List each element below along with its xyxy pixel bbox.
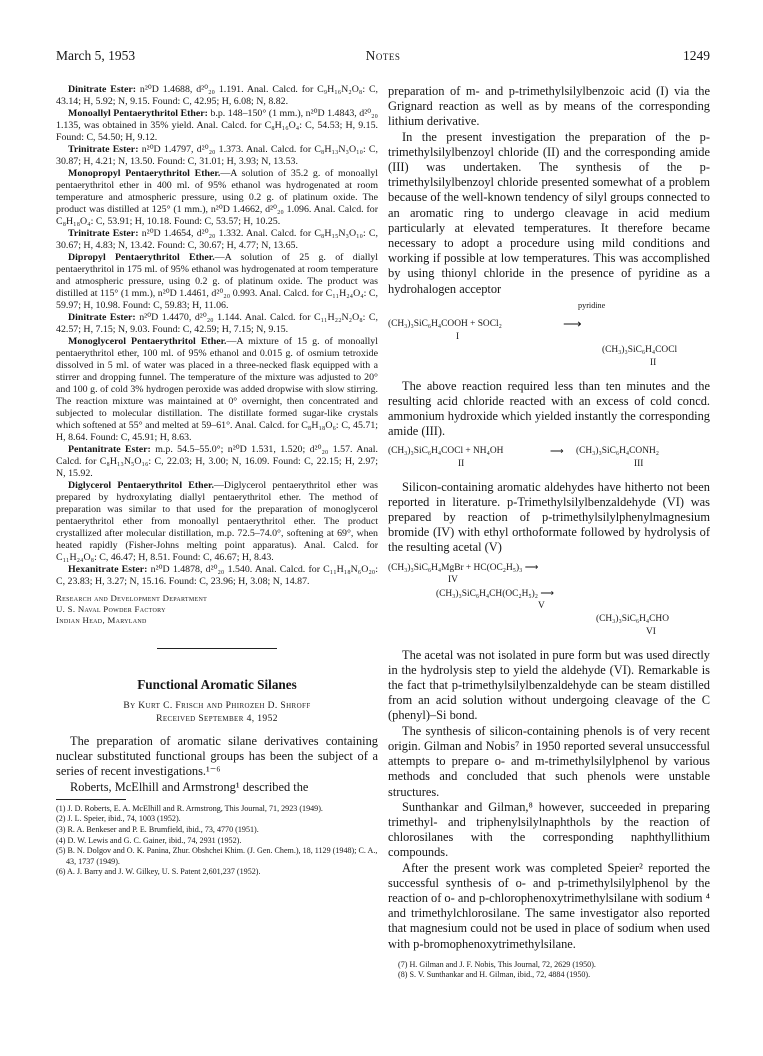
body-paragraph: The acetal was not isolated in pure form but was used directly in the hydrolysis step to yield the aldehyde (VI). Remarkable is the fact that p-trimethylsilylbenzaldehyde can be steam distilled from an acid solution without undergoing cleavage of the C (phenyl)–Si bond. (388, 647, 710, 723)
footnote: (1) J. D. Roberts, E. A. McElhill and R. Armstrong, This Journal, 71, 2923 (1949). (56, 803, 323, 813)
footnote: (4) D. W. Lewis and G. C. Gainer, ibid., 74, 2931 (1952). (56, 835, 242, 845)
compound-label: II (458, 458, 465, 469)
eq-step-2: (CH₃)₃SiC₆H₄CH(OC₂H₅)₂ ⟶ (436, 588, 554, 599)
compound-label: I (456, 331, 460, 342)
eq-product: (CH₃)₃SiC₆H₄COCl (602, 344, 678, 355)
compound-label: V (538, 600, 545, 611)
compound-label: II (650, 357, 657, 368)
body-paragraph: The synthesis of silicon-containing phenols is of very recent origin. Gilman and Nobis⁷ in 1950 reported several unsuccessful attempts to prepare o- and m-trimethylsilylphenol by various methods and concluded that such phenols were unstable structures. (388, 723, 710, 799)
section-divider (157, 648, 277, 649)
prep-paragraph: Diglycerol Pentaerythritol Ether.—Diglycerol pentaerythritol ether was prepared by hydroxylating diallyl pentaerythritol ether. The method of preparation was similar to that used for the preparation of monoglycerol pentaerythritol ether from monoallyl pentaerythritol ether. The product crystallized after molecular distillation, m.p. 72.5–74.0°, softening at 69°, when heated rapidly (Fisher-Johns melting point apparatus). Anal. Calcd. for C₁₁H₂₄O₈: C, 46.47; H, 8.51. Found: C, 46.67; H, 8.43. (56, 480, 378, 563)
equation-aldehyde (388, 562, 710, 640)
eq-product: (CH₃)₃SiC₆H₄CONH₂ (576, 445, 660, 456)
footnote: (2) J. L. Speier, ibid., 74, 1003 (1952). (56, 814, 181, 824)
article-body-right (388, 648, 710, 952)
eq-step-1: (CH₃)₃SiC₆H₄MgBr + HC(OC₂H₅)₃ ⟶ (388, 562, 539, 573)
prep-paragraph: Hexanitrate Ester: n²⁰D 1.4878, d²⁰₂₀ 1.540. Anal. Calcd. for C₁₁H₁₈N₆O₂₀: C, 23.83; H, 3.27; N, 15.16. Found: C, 23.96; H, 3.08; N, 14.87. (56, 564, 378, 587)
equation-amide (388, 446, 710, 472)
article-authors: By Kurt C. Frisch and Phirozeh D. Shroff (123, 701, 311, 711)
footnotes-right (388, 960, 710, 981)
reaction-arrow-icon: ⟶ (550, 446, 564, 457)
footnote: (6) A. J. Barry and J. W. Gilkey, U. S. Patent 2,601,237 (1952). (56, 867, 261, 877)
article-title: Functional Aromatic Silanes (137, 677, 297, 692)
reaction-arrow-icon: ⟶ (563, 315, 582, 331)
page-header (56, 48, 710, 68)
compound-label: VI (646, 626, 656, 637)
footnote: (8) S. V. Sunthankar and H. Gilman, ibid., 72, 4884 (1950). (398, 970, 591, 980)
eq-reactants: (CH₃)₃SiC₆H₄COOH + SOCl₂ (388, 318, 502, 329)
body-paragraph: The above reaction required less than ten minutes and the resulting acid chloride reacted with an excess of cold concd. ammonium hydroxide which yielded instantly the corresponding amide (III). (388, 378, 710, 439)
prep-paragraph: Dinitrate Ester: n²⁰D 1.4470, d²⁰₂₀ 1.144. Anal. Calcd. for C₁₁H₂₂N₂O₈: C, 42.57; H, 7.15; N, 9.03. Found: C, 42.59; H, 7.15; N, 9.15. (56, 312, 378, 335)
compound-label: III (634, 458, 644, 469)
body-paragraph: After the present work was completed Speier² reported the successful synthesis of o- and p-trimethylsilylphenol by the reaction of o- and p-chlorophenoxytrimethylsilane with sodium ⁴ and trimethylchlorosilane. The same investigator also reported that magnesium could not be used in place of sodium when used with p-bromophenoxytrimethylsilane. (388, 860, 710, 951)
left-column (56, 84, 378, 878)
compound-label: IV (448, 574, 458, 585)
prep-paragraph: Dinitrate Ester: n²⁰D 1.4688, d²⁰₂₀ 1.191. Anal. Calcd. for C₉H₁₆N₂O₈: C, 43.14; H, 5.92; N, 9.15. Found: C, 42.95; H, 6.08; N, 8.82. (56, 84, 378, 107)
body-paragraph: Silicon-containing aromatic aldehydes have hitherto not been reported in literature. p-Trimethylsilylbenzaldehyde (VI) was prepared by reaction of p-trimethylsilylphenylmagnesium bromide (IV) with ethyl orthoformate followed by hydrolysis of the resulting acetal (V) (388, 479, 710, 555)
prep-paragraph: Monoallyl Pentaerythritol Ether: b.p. 148–150° (1 mm.), n²⁰D 1.4843, d²⁰₂₀ 1.135, was obtained in 35% yield. Anal. Calcd. for C₈H₁₆O₄: C, 54.53; H, 9.15. Found: C, 54.50; H, 9.12. (56, 108, 378, 143)
footnotes-left (56, 804, 378, 878)
prep-paragraph: Pentanitrate Ester: m.p. 54.5–55.0°; n²⁰D 1.531, 1.520; d²⁰₂₀ 1.57. Anal. Calcd. for C₈H₁₃N₅O₁₆: C, 22.03; H, 3.00; N, 16.09. Found: C, 22.15; H, 2.97; N, 15.92. (56, 444, 379, 479)
article-body-left (56, 734, 378, 795)
footnote: (5) B. N. Dolgov and O. K. Panina, Zhur. Obshchei Khim. (J. Gen. Chem.), 18, 1129 (1948); C. A., 43, 1737 (1949). (56, 846, 378, 866)
right-column (388, 84, 710, 981)
received-date: Received September 4, 1952 (156, 714, 278, 724)
prep-paragraph: Dipropyl Pentaerythritol Ether.—A solution of 25 g. of diallyl pentaerythritol in 175 ml. of 95% ethanol was hydrogenated at room temperature and atmospheric pressure, using 0.2 g. of platinum oxide. The product was distilled at 115° (1 mm.), n²⁰D 1.4461, d²⁰₂₀ 0.993. Anal. Calcd. for C₁₁H₂₄O₄: C, 59.97; H, 10.98. Found: C, 59.83; H, 11.06. (56, 252, 379, 311)
body-paragraph: In the present investigation the preparation of the p-trimethylsilylbenzoyl chloride (II) and the corresponding amide (III) was undertaken. The synthesis of the p-trimethylsilylbenzoyl chloride presented somewhat of a problem because of the well-known tendency of silyl groups connected to an aromatic ring to undergo cleavage in acid medium particularly at elevated temperatures. It therefore became necessary to adopt a procedure using mild conditions and working if possible at low temperatures. This was accomplished by using thionyl chloride in the presence of pyridine as a hydrohalogen acceptor (388, 129, 710, 296)
prep-paragraph: Monoglycerol Pentaerythritol Ether.—A mixture of 15 g. of monoallyl pentaerythritol ether, 100 ml. of 95% ethanol and 0.015 g. of osmium tetroxide dissolved in 5 ml. of water was placed in a three-necked flask equipped with a stirrer and dropping funnel. The temperature of the mixture was adjusted to 20° and 100 g. of cold 3% hydrogen peroxide was added dropwise with slow stirring. The reaction mixture was maintained at 0° overnight, then concentrated and subjected to molecular distillation. The distillate formed sugar-like crystals which softened at 55° and melted at 59–61°. Anal. Calcd. for C₈H₁₈O₆: C, 45.71; H, 8.64. Found: C, 45.91; H, 8.63. (56, 336, 378, 443)
prep-paragraph: Monopropyl Pentaerythritol Ether.—A solution of 35.2 g. of monoallyl pentaerythritol ether in 400 ml. of 95% ethanol was hydrogenated at room temperature and atmospheric pressure, using 0.2 g. of platinum oxide. The product was distilled at 125° (1 mm.), n²⁰D 1.4662, d²⁰₂₀ 1.096. Anal. Calcd. for C₈H₁₈O₄: C, 53.91; H, 10.18. Found: C, 53.57; H, 10.25. (56, 168, 378, 227)
equation-acid-chloride (388, 300, 710, 371)
body-paragraph: The preparation of aromatic silane derivatives containing nuclear substituted functional groups has been the subject of a series of recent investigations.¹⁻⁶ (56, 734, 378, 779)
prep-paragraph: Trinitrate Ester: n²⁰D 1.4654, d²⁰₂₀ 1.332. Anal. Calcd. for C₈H₁₅N₃O₁₀: C, 30.67; H, 4.83; N, 13.42. Found: C, 30.67; H, 4.77; N, 13.65. (56, 228, 378, 251)
header-page-number: 1249 (683, 48, 710, 63)
header-section: Notes (365, 48, 401, 63)
body-paragraph: Sunthankar and Gilman,⁸ however, succeeded in preparing trimethyl- and triphenylsilylnaphthols by the reaction of chlorosilanes with the corresponding naphthyllithium compounds. (388, 799, 710, 860)
body-paragraph: Roberts, McElhill and Armstrong¹ described the (70, 779, 309, 794)
body-paragraph: preparation of m- and p-trimethylsilylbenzoic acid (I) via the Grignard reaction as well as by means of the corresponding lithium derivative. (388, 84, 710, 129)
footnote: (3) R. A. Benkeser and P. E. Brumfield, ibid., 73, 4770 (1951). (56, 825, 259, 834)
affiliation: Research and Development Department U. S. Naval Powder Factory Indian Head, Maryland (56, 593, 208, 625)
eq-step-3: (CH₃)₃SiC₆H₄CHO (596, 613, 669, 624)
preparations-block (56, 84, 378, 588)
prep-paragraph: Trinitrate Ester: n²⁰D 1.4797, d²⁰₂₀ 1.373. Anal. Calcd. for C₈H₁₃N₃O₁₀: C, 30.87; H, 4.21; N, 13.50. Found: C, 31.01; H, 3.93; N, 13.53. (56, 144, 378, 167)
footnote: (7) H. Gilman and J. F. Nobis, This Journal, 72, 2629 (1950). (398, 959, 596, 969)
header-date: March 5, 1953 (56, 48, 136, 63)
eq-reactants: (CH₃)₃SiC₆H₄COCl + NH₄OH (388, 445, 504, 456)
catalyst-label: pyridine (578, 300, 606, 310)
footnote-rule (56, 799, 126, 800)
